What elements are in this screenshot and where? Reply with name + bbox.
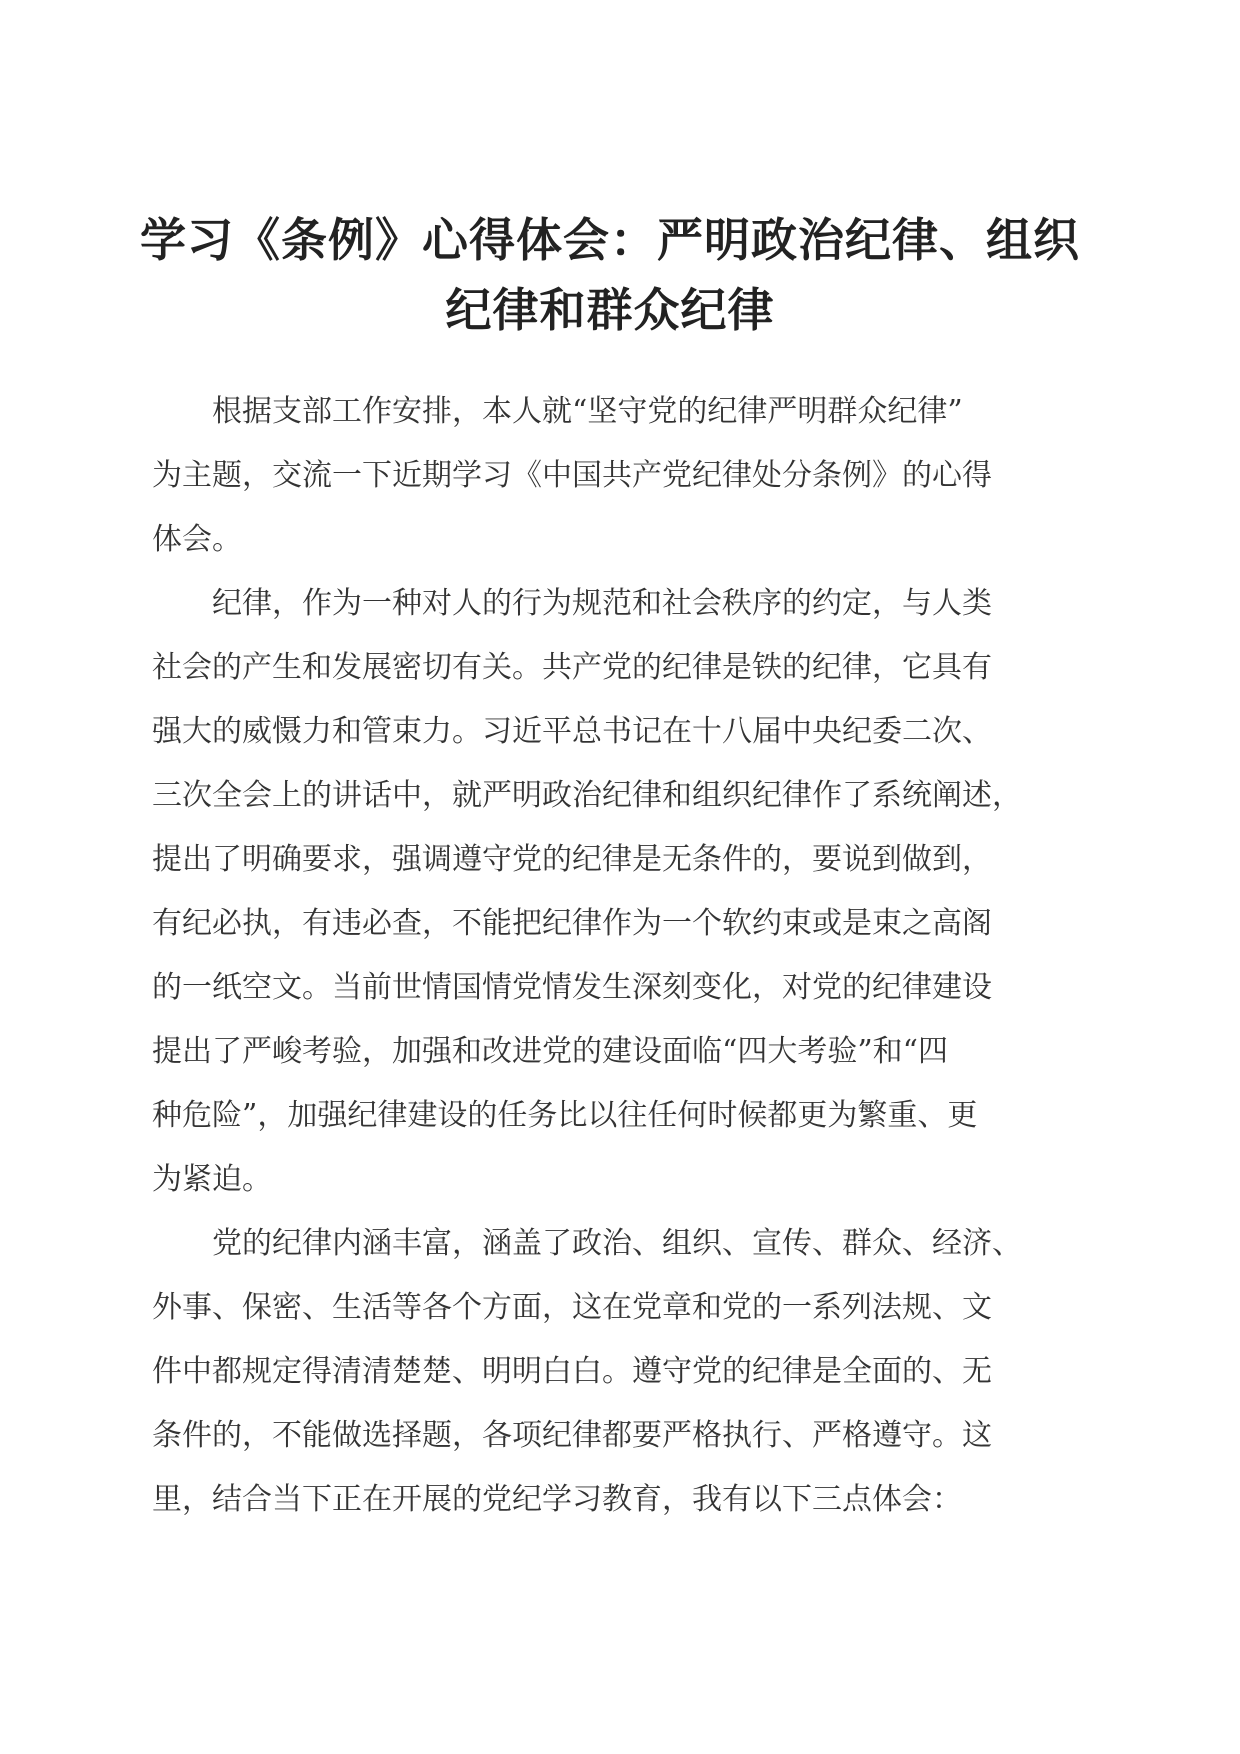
title-line-2: 纪律和群众纪律 — [445, 283, 775, 337]
text-line: 条件的，不能做选择题，各项纪律都要严格执行、严格遵守。这 — [152, 1418, 992, 1453]
text-line: 件中都规定得清清楚楚、明明白白。遵守党的纪律是全面的、无 — [152, 1354, 992, 1389]
text-line: 体会。 — [152, 522, 242, 557]
text-line: 的一纸空文。当前世情国情党情发生深刻变化，对党的纪律建设 — [152, 970, 992, 1005]
text-line: 党的纪律内涵丰富，涵盖了政治、组织、宣传、群众、经济、 — [152, 1226, 1022, 1261]
text-line: 社会的产生和发展密切有关。共产党的纪律是铁的纪律，它具有 — [152, 650, 992, 685]
text-line: 提出了严峻考验，加强和改进党的建设面临“四大考验”和“四 — [152, 1034, 949, 1069]
text-line: 强大的威慑力和管束力。习近平总书记在十八届中央纪委二次、 — [152, 714, 992, 749]
paragraph-3 — [152, 1212, 1082, 1532]
document-title — [140, 205, 1080, 345]
paragraph-1 — [152, 380, 1082, 572]
text-line: 有纪必执，有违必查，不能把纪律作为一个软约束或是束之高阁 — [152, 906, 992, 941]
text-line: 三次全会上的讲话中，就严明政治纪律和组织纪律作了系统阐述， — [152, 778, 1022, 813]
text-line: 根据支部工作安排，本人就“坚守党的纪律严明群众纪律” — [152, 394, 963, 429]
text-line: 为紧迫。 — [152, 1162, 272, 1197]
text-line: 种危险”，加强纪律建设的任务比以往任何时候都更为繁重、更 — [152, 1098, 978, 1133]
document-body — [152, 380, 1082, 1532]
text-line: 外事、保密、生活等各个方面，这在党章和党的一系列法规、文 — [152, 1290, 992, 1325]
text-line: 为主题，交流一下近期学习《中国共产党纪律处分条例》的心得 — [152, 458, 992, 493]
title-line-1: 学习《条例》心得体会：严明政治纪律、组织 — [140, 213, 1080, 267]
text-line: 提出了明确要求，强调遵守党的纪律是无条件的，要说到做到， — [152, 842, 992, 877]
text-line: 里，结合当下正在开展的党纪学习教育，我有以下三点体会： — [152, 1482, 962, 1517]
text-line: 纪律，作为一种对人的行为规范和社会秩序的约定，与人类 — [152, 586, 992, 621]
paragraph-2 — [152, 572, 1082, 1212]
